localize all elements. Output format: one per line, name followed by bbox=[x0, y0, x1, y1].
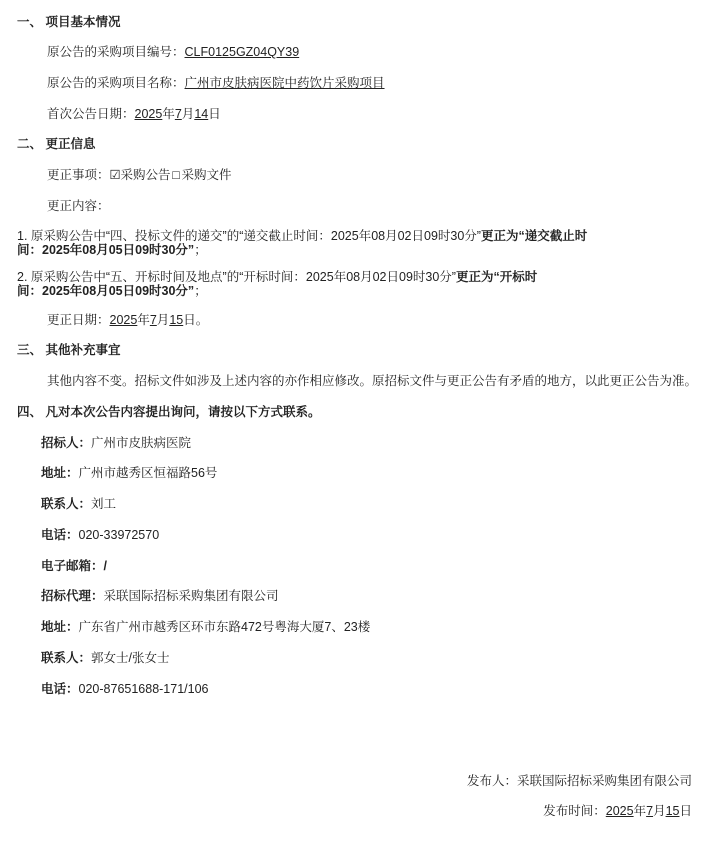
correction-date-year-unit: 年 bbox=[137, 313, 150, 327]
correction-1-new-part2: 间：2025年08月05日09时30分” bbox=[17, 243, 195, 257]
correction-date-year: 2025 bbox=[109, 313, 138, 327]
publish-time-label: 发布时间： bbox=[543, 804, 606, 818]
publisher-row bbox=[467, 773, 692, 789]
correction-date-row bbox=[47, 312, 208, 328]
publisher-value: 采联国际招标采购集团有限公司 bbox=[516, 774, 692, 788]
correction-2-new-part2: 间：2025年08月05日09时30分” bbox=[17, 284, 195, 298]
section-heading-4: 四、 凡对本次公告内容提出询问，请按以下方式联系。 bbox=[17, 405, 321, 419]
project-name-value: 广州市皮肤病医院中药饮片采购项目 bbox=[184, 76, 385, 90]
tenderer-phone-label: 电话： bbox=[41, 528, 79, 542]
unchecked-box-icon: □ bbox=[172, 168, 180, 182]
section-heading-3: 三、 其他补充事宜 bbox=[17, 343, 121, 357]
tenderer-phone-value: 020-33972570 bbox=[78, 528, 160, 542]
correction-1-original: 1. 原采购公告中“四、投标文件的递交”的“递交截止时间：2025年08月02日09时30分” bbox=[17, 229, 481, 243]
email-value: / bbox=[103, 559, 107, 573]
supplementary-text: 其他内容不变。招标文件如涉及上述内容的亦作相应修改。原招标文件与更正公告有矛盾的地方，以此更正公告为准。 bbox=[47, 374, 698, 388]
tenderer-label: 招标人： bbox=[41, 436, 92, 450]
correction-2-tail: ； bbox=[194, 284, 207, 298]
project-number-value: CLF0125GZ04QY39 bbox=[184, 45, 300, 59]
correction-2-line-2 bbox=[17, 283, 207, 299]
first-date-day-unit: 日 bbox=[208, 107, 221, 121]
first-date-year: 2025 bbox=[134, 107, 163, 121]
first-notice-date-label: 首次公告日期： bbox=[47, 107, 135, 121]
publish-date-year: 2025 bbox=[605, 804, 634, 818]
agent-label: 招标代理： bbox=[41, 589, 104, 603]
project-number-row bbox=[47, 44, 299, 60]
correction-items-row bbox=[47, 167, 232, 183]
publish-date-day-unit: 日 bbox=[679, 804, 692, 818]
correction-items-label: 更正事项： bbox=[47, 168, 110, 182]
agent-address-row bbox=[41, 619, 370, 635]
correction-date-label: 更正日期： bbox=[47, 313, 110, 327]
correction-item-documents: 采购文件 bbox=[181, 168, 232, 182]
tenderer-contact-row bbox=[41, 496, 116, 512]
first-date-month-unit: 月 bbox=[181, 107, 195, 121]
first-date-year-unit: 年 bbox=[162, 107, 175, 121]
project-name-label: 原公告的采购项目名称： bbox=[47, 76, 185, 90]
agent-phone-row bbox=[41, 681, 209, 697]
correction-2-new-part1: 更正为“开标时 bbox=[455, 270, 538, 284]
publish-date-year-unit: 年 bbox=[633, 804, 647, 818]
agent-value: 采联国际招标采购集团有限公司 bbox=[103, 589, 279, 603]
publish-time-row bbox=[543, 803, 692, 819]
section-heading-1: 一、 项目基本情况 bbox=[17, 15, 121, 29]
tenderer-phone-row bbox=[41, 527, 159, 543]
tenderer-value: 广州市皮肤病医院 bbox=[91, 436, 192, 450]
publish-date-day: 15 bbox=[665, 804, 680, 818]
correction-1-new-part1: 更正为“递交截止时 bbox=[480, 229, 588, 243]
checked-box-icon: ☑ bbox=[109, 168, 121, 182]
tenderer-address-label: 地址： bbox=[41, 466, 79, 480]
correction-date-month: 7 bbox=[149, 313, 157, 327]
correction-1-line-2 bbox=[17, 242, 207, 258]
agent-phone-value: 020-87651688-171/106 bbox=[78, 682, 209, 696]
agent-address-value: 广东省广州市越秀区环市东路472号粤海大厦7、23楼 bbox=[78, 620, 371, 634]
correction-2-original: 2. 原采购公告中“五、开标时间及地点”的“开标时间：2025年08月02日09时30分” bbox=[17, 270, 456, 284]
tenderer-contact-value: 刘工 bbox=[91, 497, 117, 511]
publisher-label: 发布人： bbox=[466, 774, 517, 788]
publish-date-month-unit: 月 bbox=[653, 804, 666, 818]
correction-item-notice: 采购公告 bbox=[120, 168, 171, 182]
publish-date-month: 7 bbox=[646, 804, 654, 818]
tenderer-address-row bbox=[41, 465, 217, 481]
agent-contact-label: 联系人： bbox=[41, 651, 92, 665]
tenderer-contact-label: 联系人： bbox=[41, 497, 92, 511]
tenderer-address-value: 广州市越秀区恒福路56号 bbox=[78, 466, 218, 480]
agent-contact-value: 郭女士/张女士 bbox=[91, 651, 170, 665]
email-label: 电子邮箱： bbox=[41, 559, 104, 573]
project-name-row bbox=[47, 75, 385, 91]
first-date-day: 14 bbox=[194, 107, 209, 121]
email-row bbox=[41, 558, 107, 574]
correction-content-label: 更正内容： bbox=[47, 199, 110, 213]
first-notice-date-row bbox=[47, 106, 221, 122]
agent-address-label: 地址： bbox=[41, 620, 79, 634]
project-number-label: 原公告的采购项目编号： bbox=[47, 45, 185, 59]
correction-1-tail: ； bbox=[194, 243, 207, 257]
tenderer-row bbox=[41, 435, 191, 451]
agent-row bbox=[41, 588, 279, 604]
agent-contact-row bbox=[41, 650, 170, 666]
first-date-month: 7 bbox=[174, 107, 182, 121]
section-heading-2: 二、 更正信息 bbox=[17, 137, 96, 151]
correction-date-day-unit: 日。 bbox=[183, 313, 209, 327]
agent-phone-label: 电话： bbox=[41, 682, 79, 696]
correction-date-month-unit: 月 bbox=[156, 313, 170, 327]
correction-date-day: 15 bbox=[169, 313, 184, 327]
